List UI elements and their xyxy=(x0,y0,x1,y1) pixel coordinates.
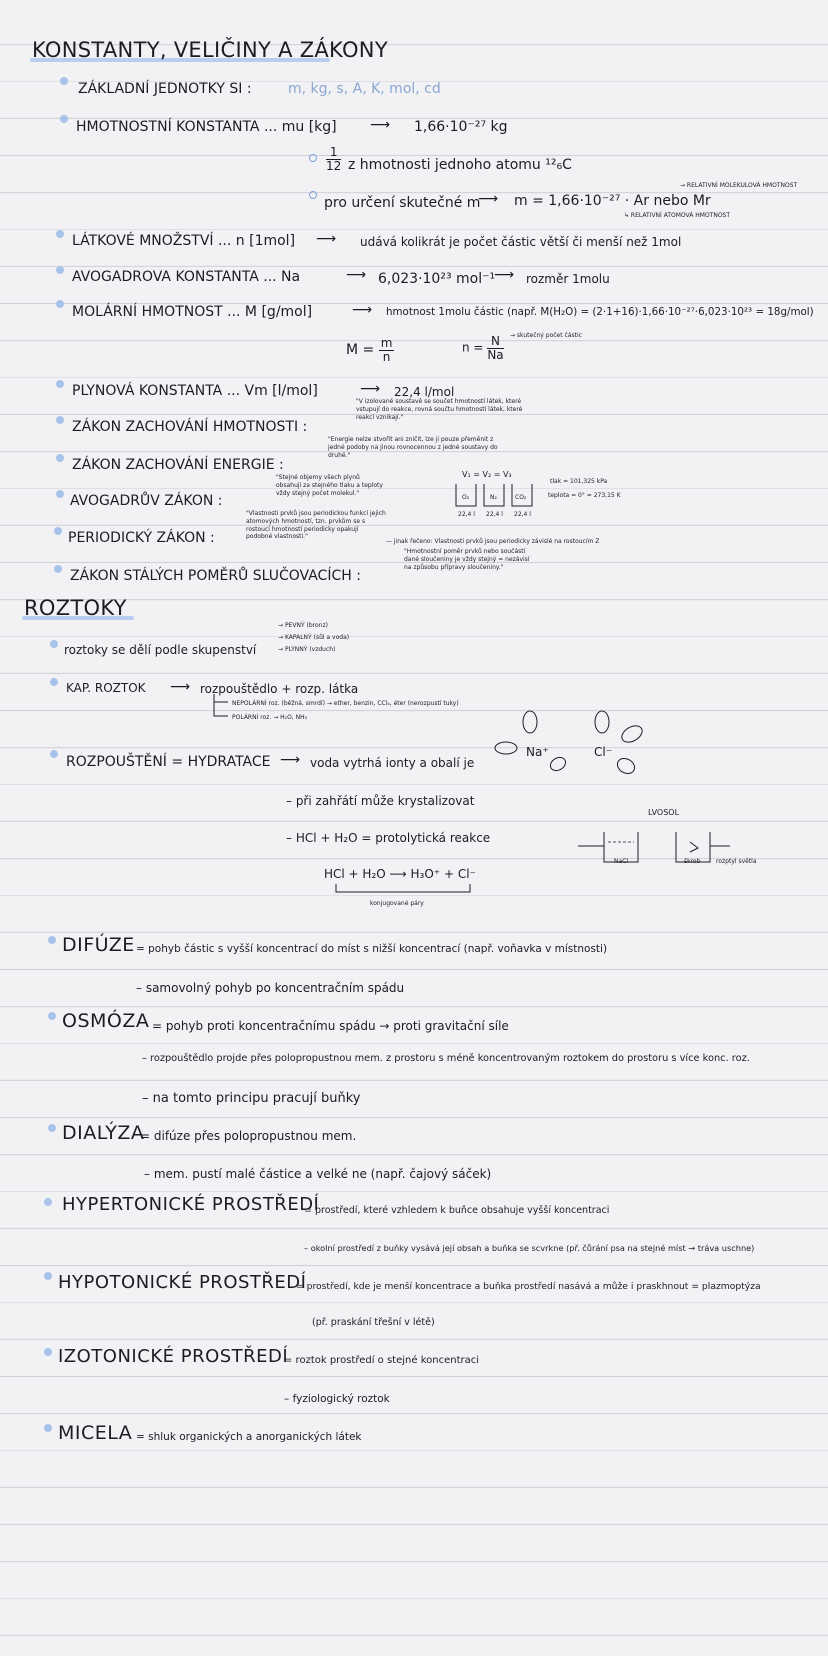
avog-label: AVOGADROVA KONSTANTA ... Na xyxy=(72,269,301,285)
bullet xyxy=(56,230,64,238)
dialyza-line2: – mem. pustí malé částice a velké ne (např. čajový sáček) xyxy=(144,1167,492,1181)
avz-label: AVOGADRŮV ZÁKON : xyxy=(70,493,223,509)
vol-3: 22,4 l xyxy=(514,511,531,518)
si-units: m, kg, s, A, K, mol, cd xyxy=(288,81,441,97)
ion-na: Na⁺ xyxy=(526,745,549,759)
zsp-label: ZÁKON STÁLÝCH POMĚRŮ SLUČOVACÍCH : xyxy=(70,568,361,584)
gas-co2: CO₂ xyxy=(515,494,527,501)
osmoza-line2: – rozpouštědlo projde přes polopropustnou mem. z prostoru s méně koncentrovaným roztokem do prostoru s více konc. roz. xyxy=(142,1053,750,1064)
kap-label: KAP. ROZTOK xyxy=(66,681,146,695)
mu-label: HMOTNOSTNÍ KONSTANTA ... mu [kg] xyxy=(76,119,337,135)
per-label: PERIODICKÝ ZÁKON : xyxy=(68,530,215,546)
mu-use-text: pro určení skutečné m xyxy=(324,195,481,211)
bullet xyxy=(48,936,56,944)
per-note2: — jinak řečeno: Vlastnosti prvků jsou periodicky závislé na rostoucím Z xyxy=(386,538,600,545)
lvosol-label: LVOSOL xyxy=(648,808,680,817)
hypo-line2: (př. praskání třešní v létě) xyxy=(312,1317,435,1328)
arrow-icon: ⟶ xyxy=(360,381,381,397)
arrow-icon: ⟶ xyxy=(316,231,337,247)
zzh-note: "V izolované soustavě se součet hmotností látek, které vstupují do reakce, rovná součtu hmotností látek, které reakcí vznikají." xyxy=(356,398,523,421)
rozp-konj: konjugované páry xyxy=(370,900,424,907)
bullet xyxy=(60,115,68,123)
bullet xyxy=(56,490,64,498)
ion-cl: Cl⁻ xyxy=(594,745,613,759)
rozp-line2: – při zahřátí může krystalizovat xyxy=(286,794,475,808)
avz-teplota: teplota = 0° = 273,15 K xyxy=(548,492,621,499)
zzh-label: ZÁKON ZACHOVÁNÍ HMOTNOSTI : xyxy=(72,419,308,435)
dialyza-text: = difúze přes polopropustnou mem. xyxy=(140,1129,357,1143)
branch-arrows xyxy=(212,694,232,720)
rozp-text: voda vytrhá ionty a obalí je xyxy=(310,756,475,770)
mu-def-text: z hmotnosti jednoho atomu ¹²₆C xyxy=(348,157,572,173)
vol-1: 22,4 l xyxy=(458,511,475,518)
arrow-icon: ⟶ xyxy=(494,267,515,283)
note-mr: → RELATIVNÍ MOLEKULOVÁ HMOTNOST xyxy=(680,182,798,189)
zze-note: "Energie nelze stvořit ani zničit, lze ji pouze přeměnit z jedné podoby na jinou rovnocennou z jedné soustavy do druhé." xyxy=(328,436,498,459)
mu-value: 1,66·10⁻²⁷ kg xyxy=(414,119,508,135)
hyper-label: HYPERTONICKÉ PROSTŘEDÍ xyxy=(62,1194,320,1215)
difuze-line2: – samovolný pohyb po koncentračním spádu xyxy=(136,981,405,995)
rozp-label: ROZPOUŠTĚNÍ = HYDRATACE xyxy=(66,754,271,770)
micela-label: MICELA xyxy=(58,1422,133,1444)
mu-def-fraction: $\frac{1}{12}$ xyxy=(326,145,342,173)
bullet xyxy=(56,380,64,388)
arrow-icon: ⟶ xyxy=(346,267,367,283)
bullet xyxy=(56,300,64,308)
mu-formula: m = 1,66·10⁻²⁷ · Ar nebo Mr xyxy=(514,193,711,209)
arrow-icon: ⟶ xyxy=(370,117,391,133)
circle-bullet xyxy=(309,154,317,162)
bullet xyxy=(48,1012,56,1020)
molar-n-formula: n = $\frac{N}{Na}$ xyxy=(462,334,504,362)
section-title-roztoky: ROZTOKY xyxy=(24,596,127,620)
izo-text: = roztok prostředí o stejné koncentraci xyxy=(284,1355,480,1366)
circle-bullet xyxy=(309,191,317,199)
si-label: ZÁKLADNÍ JEDNOTKY SI : xyxy=(78,81,252,97)
skupenstvi-item-1: → PEVNÝ (bronz) xyxy=(278,622,328,629)
izo-label: IZOTONICKÉ PROSTŘEDÍ xyxy=(58,1346,289,1367)
arrow-icon: ⟶ xyxy=(170,679,191,695)
kap-item-polarni: POLÁRNÍ roz. → H₂O, NH₃ xyxy=(232,714,308,721)
bullet xyxy=(44,1348,52,1356)
zsp-note: "Hmotnostní poměr prvků nebo součástí dané sloučeniny je vždy stejný = nezávisí na způsobu přípravy sloučeniny." xyxy=(404,548,530,571)
arrow-icon: ⟶ xyxy=(280,752,301,768)
osmoza-line3: – na tomto principu pracují buňky xyxy=(142,1091,361,1106)
hyper-text: = prostředí, které vzhledem k buňce obsahuje vyšší koncentraci xyxy=(304,1205,610,1216)
rozp-line3: – HCl + H₂O = protolytická reakce xyxy=(286,831,491,845)
difuze-text: = pohyb částic s vyšší koncentrací do míst s nižší koncentrací (např. voňavka v místnosti) xyxy=(136,943,608,955)
bullet xyxy=(56,454,64,462)
avz-volumes-equal: V₁ = V₂ = V₃ xyxy=(462,470,512,479)
arrow-icon: ⟶ xyxy=(478,191,499,207)
bullet xyxy=(54,565,62,573)
bullet xyxy=(50,640,58,648)
kap-text: rozpouštědlo + rozp. látka xyxy=(200,682,359,696)
gas-o2: O₂ xyxy=(462,494,470,501)
bullet xyxy=(48,1124,56,1132)
hypo-label: HYPOTONICKÉ PROSTŘEDÍ xyxy=(58,1272,307,1293)
molar-label: MOLÁRNÍ HMOTNOST ... M [g/mol] xyxy=(72,304,313,320)
vol-2: 22,4 l xyxy=(486,511,503,518)
avog-value: 6,023·10²³ mol⁻¹ xyxy=(378,271,496,287)
latkove-text: udává kolikrát je počet částic větší či menší než 1mol xyxy=(360,235,682,249)
difuze-label: DIFÚZE xyxy=(62,934,135,956)
izo-line2: – fyziologický roztok xyxy=(284,1393,390,1405)
gas-n2: N₂ xyxy=(490,494,497,501)
note-ar: ↳ RELATIVNÍ ATOMOVÁ HMOTNOST xyxy=(624,212,731,219)
skupenstvi-item-2: → KAPALNÝ (sůl a voda) xyxy=(278,634,350,641)
bullet xyxy=(44,1272,52,1280)
hydration-ions-diagram xyxy=(490,704,650,784)
plyn-value: 22,4 l/mol xyxy=(394,385,455,399)
micela-text: = shluk organických a anorganických látek xyxy=(136,1431,362,1443)
osmoza-text: = pohyb proti koncentračnímu spádu → proti gravitační síle xyxy=(152,1019,509,1033)
bullet xyxy=(60,77,68,85)
hypo-text: = prostředí, kde je menší koncentrace a buňka prostředí nasává a může i praskhnout = plazmoptýza xyxy=(296,1281,761,1292)
beaker-skrob: škrob xyxy=(684,858,701,865)
bullet xyxy=(56,266,64,274)
skupenstvi-text: roztoky se dělí podle skupenství xyxy=(64,643,257,657)
kap-item-nepolarni: NEPOLÁRNÍ roz. (běžná, smrdí) → ether, benzin, CCl₄, éter (nerozpustí tuky) xyxy=(232,700,459,707)
skupenstvi-item-3: → PLYNNÝ (vzduch) xyxy=(278,646,336,653)
bullet xyxy=(56,416,64,424)
per-note: "Vlastnosti prvků jsou periodickou funkcí jejich atomových hmotností, tzn. prvkům se s rostoucí hmotností periodicky opakují podobné vlastnosti." xyxy=(246,510,386,541)
rozp-equation: HCl + H₂O ⟶ H₃O⁺ + Cl⁻ xyxy=(324,867,476,881)
avz-tlak: tlak = 101,325 kPa xyxy=(550,478,608,485)
latkove-label: LÁTKOVÉ MNOŽSTVÍ ... n [1mol] xyxy=(72,233,296,249)
molar-m-formula: M = $\frac{m}{n}$ xyxy=(346,336,393,364)
bullet xyxy=(54,527,62,535)
zze-label: ZÁKON ZACHOVÁNÍ ENERGIE : xyxy=(72,457,284,473)
molar-n-note: → skutečný počet částic xyxy=(510,332,582,339)
dialyza-label: DIALÝZA xyxy=(62,1122,145,1144)
rozptyl-label: rozptyl světla xyxy=(716,858,757,865)
hyper-line2: – okolní prostředí z buňky vysává její obsah a buňka se scvrkne (př. čůrání psa na stejné míst → tráva uschne) xyxy=(304,1243,755,1253)
section-title-konstanty: KONSTANTY, VELIČINY A ZÁKONY xyxy=(32,38,388,62)
molar-text: hmotnost 1molu částic (např. M(H₂O) = (2·1+16)·1,66·10⁻²⁷·6,023·10²³ = 18g/mol) xyxy=(386,306,814,318)
arrow-icon: ⟶ xyxy=(352,302,373,318)
conjugate-bracket xyxy=(334,884,474,898)
bullet xyxy=(44,1424,52,1432)
avz-note: "Stejné objemy všech plynů obsahují za stejného tlaku a teploty vždy stejný počet molekul." xyxy=(276,474,383,497)
plyn-label: PLYNOVÁ KONSTANTA ... Vm [l/mol] xyxy=(72,383,318,399)
bullet xyxy=(50,678,58,686)
osmoza-label: OSMÓZA xyxy=(62,1010,150,1032)
bullet xyxy=(50,750,58,758)
avog-rozmer: rozměr 1molu xyxy=(526,272,610,286)
bullet xyxy=(44,1198,52,1206)
beaker-nacl: NaCl xyxy=(614,858,629,865)
